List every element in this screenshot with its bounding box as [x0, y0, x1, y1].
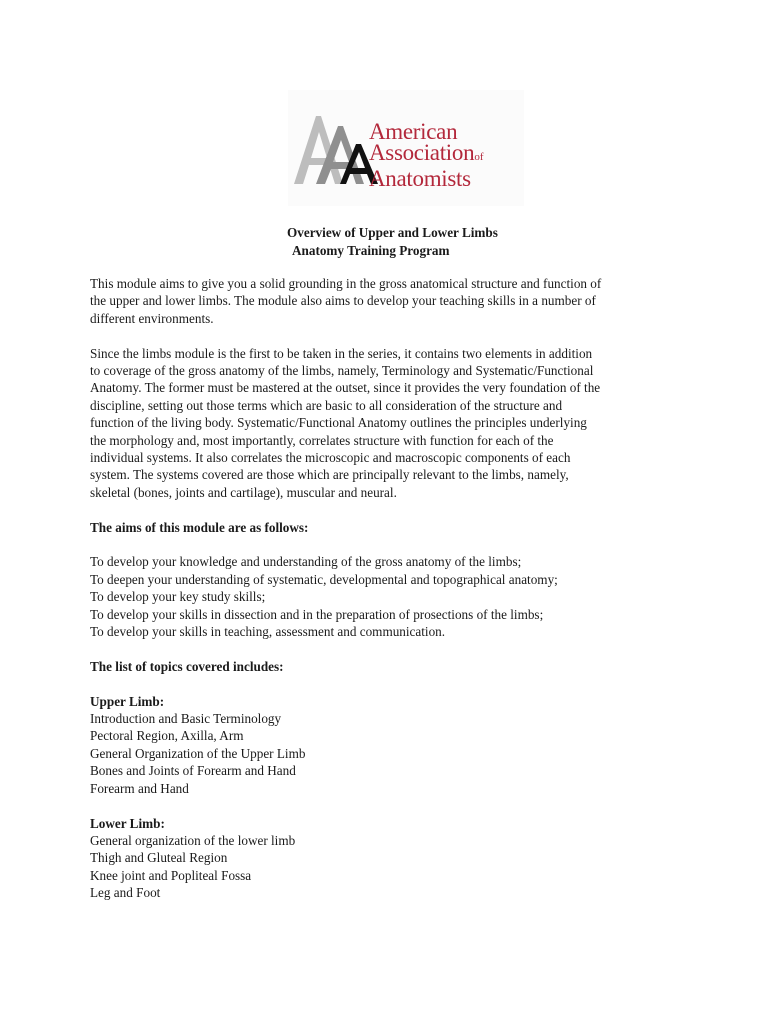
limbs-line: individual systems. It also correlates the microscopic and macroscopic components of each [90, 450, 571, 466]
intro-line: This module aims to give you a solid grounding in the gross anatomical structure and function of [90, 276, 602, 291]
limbs-line: Since the limbs module is the first to be taken in the series, it contains two elements in addition [90, 345, 593, 361]
lower-limb-item: General organization of the lower limb [90, 832, 296, 848]
aims-heading-paragraph [90, 519, 690, 536]
intro-paragraph [90, 275, 690, 327]
limbs-line: function of the living body. Systematic/Functional Anatomy outlines the principles underlying [90, 415, 587, 431]
topics-heading: The list of topics covered includes: [90, 658, 284, 674]
aims-list [90, 553, 690, 640]
aaa-logo [288, 90, 524, 206]
limbs-line: the morphology and, most importantly, correlates structure with function for each of the [90, 432, 554, 448]
upper-limb-item: Forearm and Hand [90, 780, 189, 796]
upper-limb-item: Introduction and Basic Terminology [90, 711, 282, 727]
intro-line: the upper and lower limbs. The module also aims to develop your teaching skills in a number of [90, 293, 596, 309]
limbs-paragraph [90, 345, 690, 502]
intro-line: different environments. [90, 310, 214, 326]
logo-word-american: American [369, 119, 458, 144]
document-body [90, 275, 690, 919]
lower-limb-item: Leg and Foot [90, 885, 161, 901]
upper-limb-item: Bones and Joints of Forearm and Hand [90, 763, 296, 779]
logo-word-association: Association [369, 140, 475, 165]
limbs-line: discipline, setting out those terms which are basic to all consideration of the structure and [90, 397, 563, 413]
topics-heading-paragraph [90, 658, 690, 675]
aim-item: To deepen your understanding of systematic, developmental and topographical anatomy; [90, 571, 558, 587]
aim-item: To develop your skills in teaching, assessment and communication. [90, 624, 446, 640]
title-line-2: Anatomy Training Program [292, 242, 450, 258]
upper-limb-section [90, 693, 690, 797]
logo-wordmark [369, 121, 483, 189]
logo-word-of: of [474, 151, 484, 163]
logo-word-anatomists: Anatomists [369, 166, 471, 191]
limbs-line: system. The systems covered are those which are principally relevant to the limbs, namely, [90, 467, 569, 483]
lower-limb-item: Thigh and Gluteal Region [90, 850, 228, 866]
aims-heading: The aims of this module are as follows: [90, 519, 309, 535]
aim-item: To develop your key study skills; [90, 589, 266, 605]
aim-item: To develop your knowledge and understanding of the gross anatomy of the limbs; [90, 554, 522, 570]
lower-limb-item: Knee joint and Popliteal Fossa [90, 867, 252, 883]
limbs-line: skeletal (bones, joints and cartilage), muscular and neural. [90, 484, 397, 500]
title-line-1: Overview of Upper and Lower Limbs [287, 225, 498, 240]
limbs-line: Anatomy. The former must be mastered at the outset, since it provides the very foundation of the [90, 380, 601, 396]
upper-limb-heading: Upper Limb: [90, 693, 165, 709]
upper-limb-item: General Organization of the Upper Limb [90, 745, 306, 761]
lower-limb-heading: Lower Limb: [90, 815, 165, 831]
limbs-line: to coverage of the gross anatomy of the limbs, namely, Terminology and Systematic/Functional [90, 363, 594, 379]
lower-limb-section [90, 815, 690, 902]
document-title [0, 224, 768, 259]
aim-item: To develop your skills in dissection and in the preparation of prosections of the limbs; [90, 606, 544, 622]
upper-limb-item: Pectoral Region, Axilla, Arm [90, 728, 244, 744]
